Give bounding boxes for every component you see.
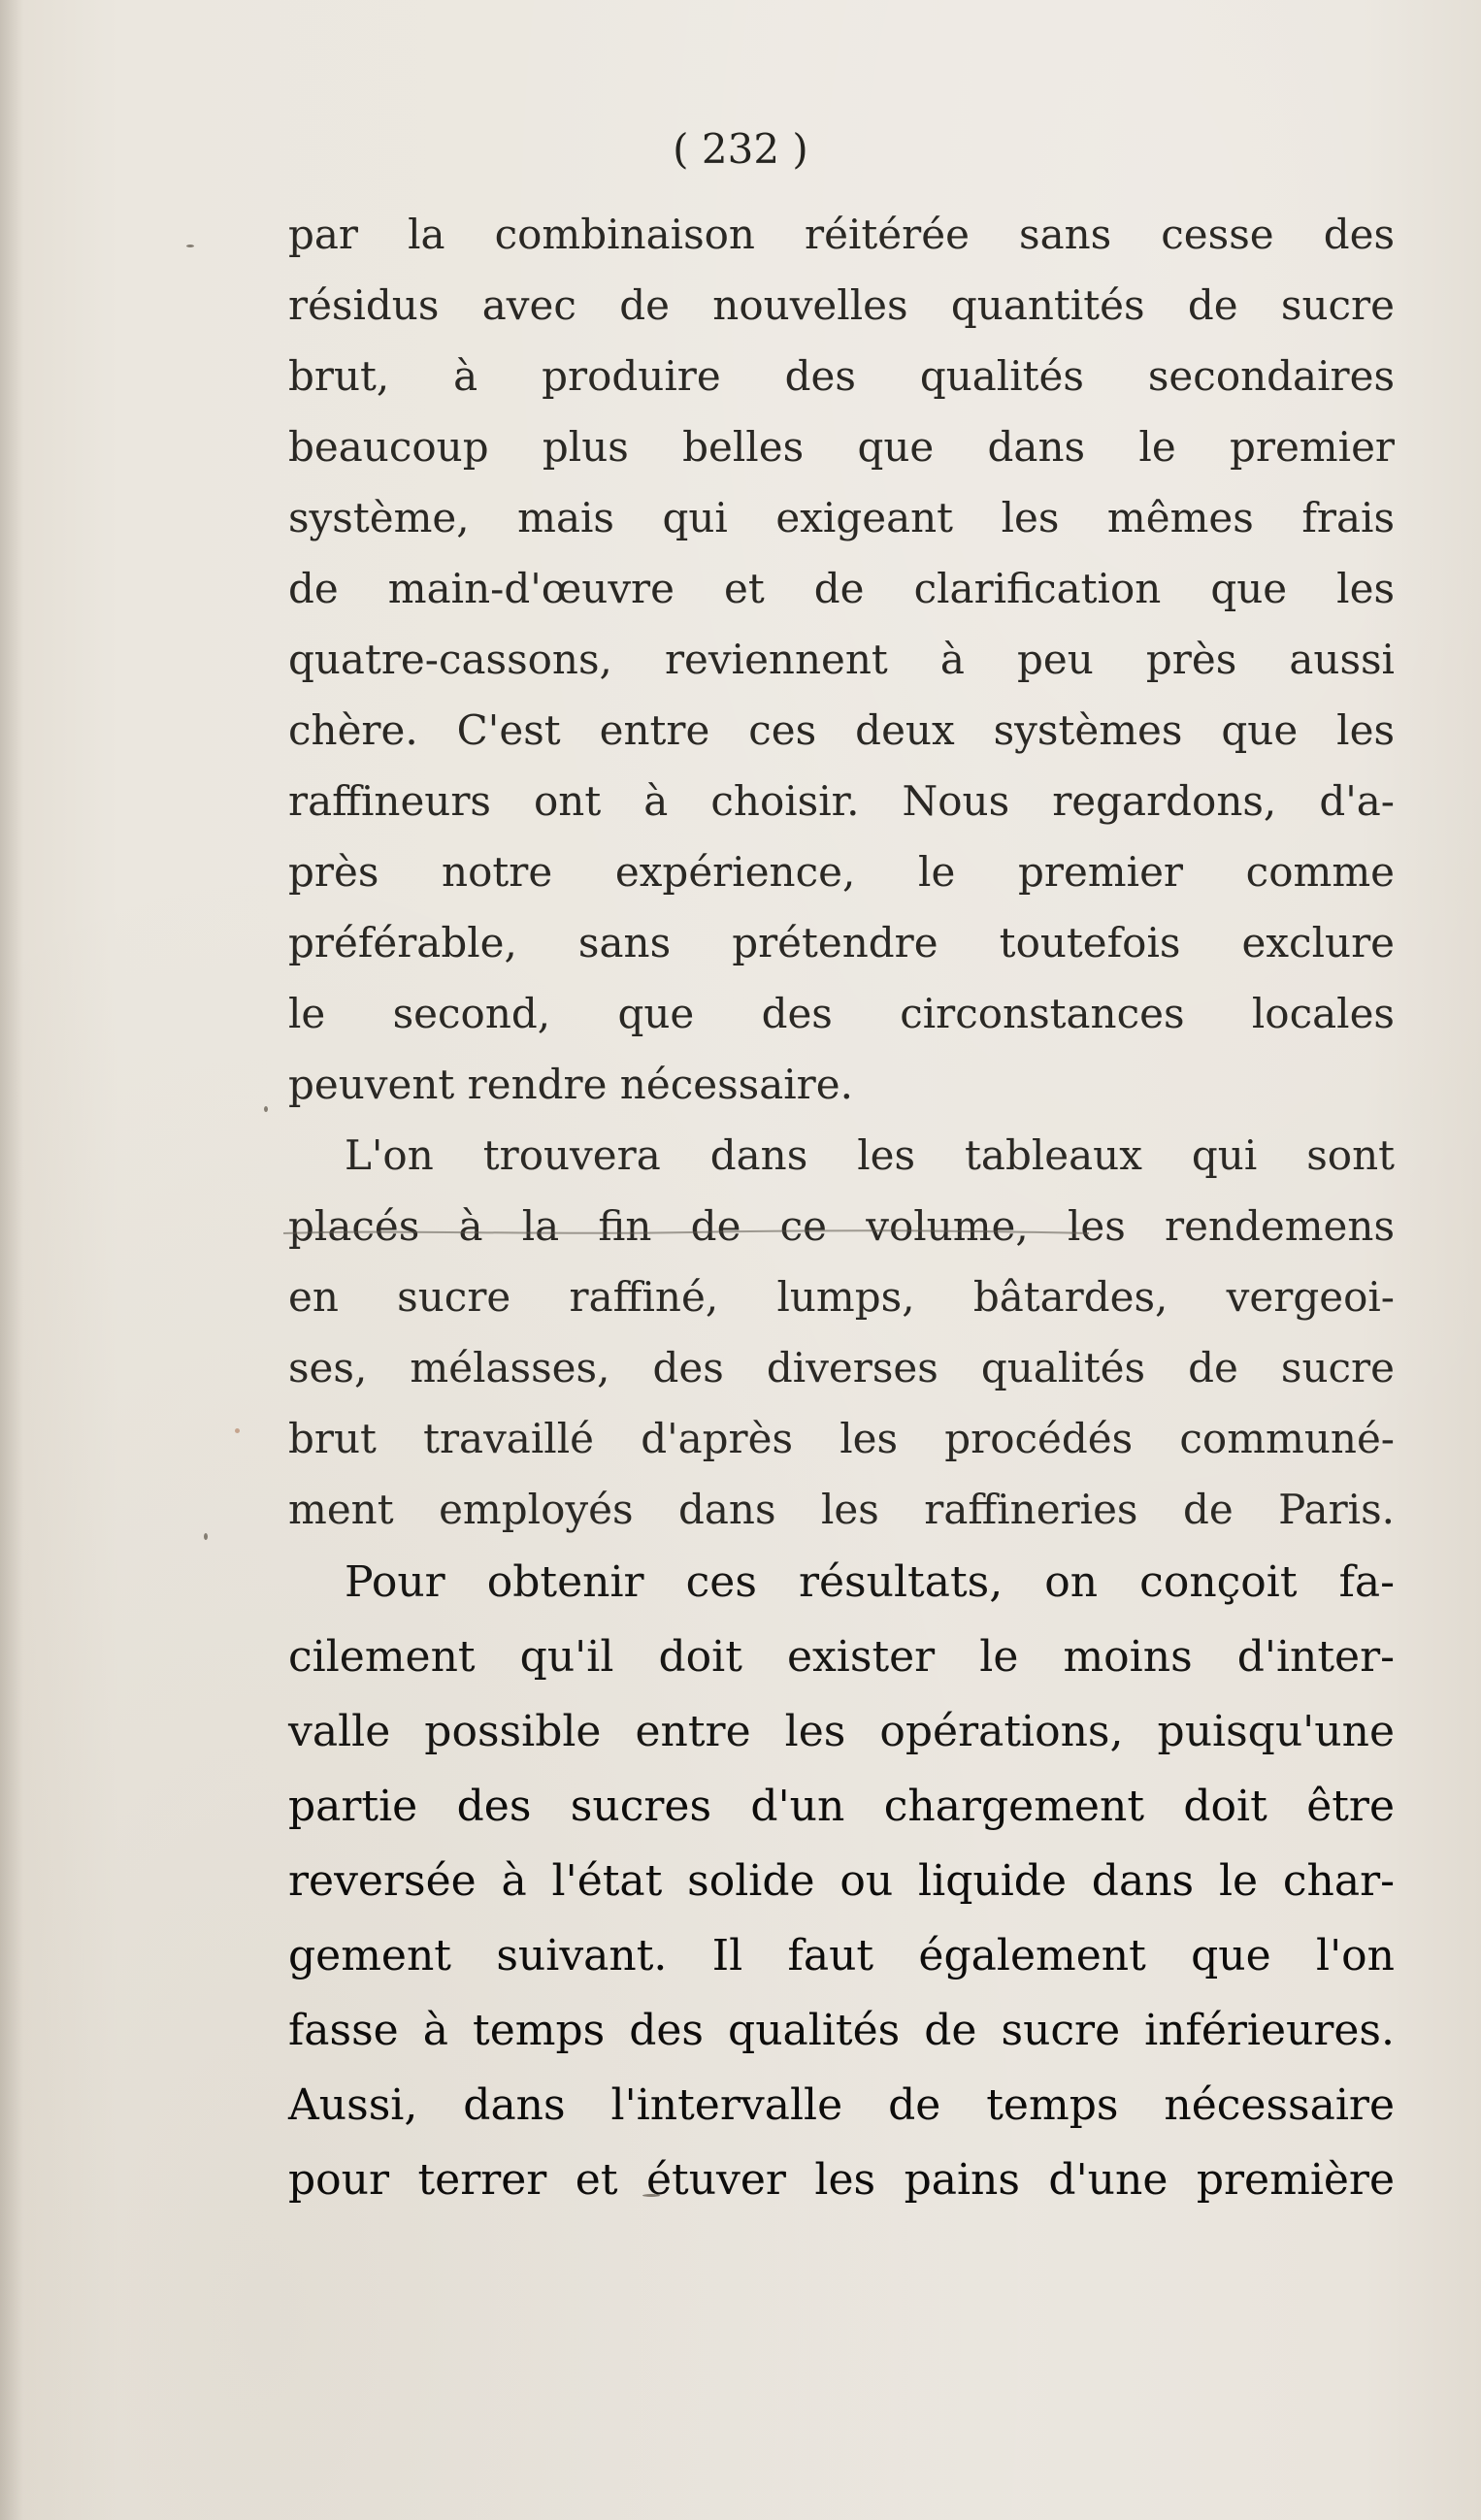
text-line: cilement qu'il doit exister le moins d'inter- xyxy=(288,1632,1395,1682)
text-line: le second, que des circonstances locales xyxy=(288,990,1395,1037)
paragraph xyxy=(288,1545,1395,2217)
text-line: près notre expérience, le premier comme xyxy=(288,848,1395,896)
text-line: reversée à l'état solide ou liquide dans le char- xyxy=(288,1856,1395,1906)
text-line: en sucre raffiné, lumps, bâtardes, vergeoi- xyxy=(288,1273,1395,1321)
text-line: brut, à produire des qualités secondaires xyxy=(288,352,1395,400)
page-number: ( 232 ) xyxy=(673,125,808,173)
text-line: gement suivant. Il faut également que l'on xyxy=(288,1931,1395,1980)
text-line: L'on trouvera dans les tableaux qui sont xyxy=(345,1131,1395,1179)
text-line: Aussi, dans l'intervalle de temps nécessaire xyxy=(288,2080,1395,2130)
paper-stain xyxy=(235,1428,240,1433)
ink-speck xyxy=(264,1106,268,1112)
text-line: par la combinaison réitérée sans cesse des xyxy=(288,211,1395,258)
text-line: quatre-cassons, reviennent à peu près aussi xyxy=(288,636,1395,683)
ink-speck xyxy=(204,1533,208,1540)
text-line: placés à la fin de ce volume, les rendemens xyxy=(288,1202,1395,1250)
ink-speck xyxy=(186,245,194,247)
paragraph xyxy=(288,1120,1395,1545)
text-line: pour terrer et étuver les pains d'une première xyxy=(288,2155,1395,2205)
text-line: partie des sucres d'un chargement doit être xyxy=(288,1782,1395,1831)
pencil-underline xyxy=(283,1227,1089,1237)
text-line: système, mais qui exigeant les mêmes frais xyxy=(288,494,1395,541)
text-line: ses, mélasses, des diverses qualités de sucre xyxy=(288,1344,1395,1391)
text-line: Pour obtenir ces résultats, on conçoit fa- xyxy=(345,1557,1395,1607)
paragraph xyxy=(288,199,1395,1120)
text-line: peuvent rendre nécessaire. xyxy=(288,1061,853,1108)
text-line: brut travaillé d'après les procédés communé- xyxy=(288,1415,1395,1462)
text-line: résidus avec de nouvelles quantités de sucre xyxy=(288,281,1395,329)
body-text xyxy=(288,199,1395,2217)
text-line: ment employés dans les raffineries de Paris. xyxy=(288,1486,1395,1533)
text-line: valle possible entre les opérations, puisqu'une xyxy=(288,1707,1395,1756)
text-line: beaucoup plus belles que dans le premier xyxy=(288,423,1395,471)
text-line: fasse à temps des qualités de sucre inférieures. xyxy=(288,2006,1395,2055)
text-line: chère. C'est entre ces deux systèmes que les xyxy=(288,706,1395,754)
text-line: raffineurs ont à choisir. Nous regardons, d'a- xyxy=(288,777,1395,825)
text-line: de main-d'œuvre et de clarification que les xyxy=(288,565,1395,612)
text-line: préférable, sans prétendre toutefois exclure xyxy=(288,919,1395,966)
